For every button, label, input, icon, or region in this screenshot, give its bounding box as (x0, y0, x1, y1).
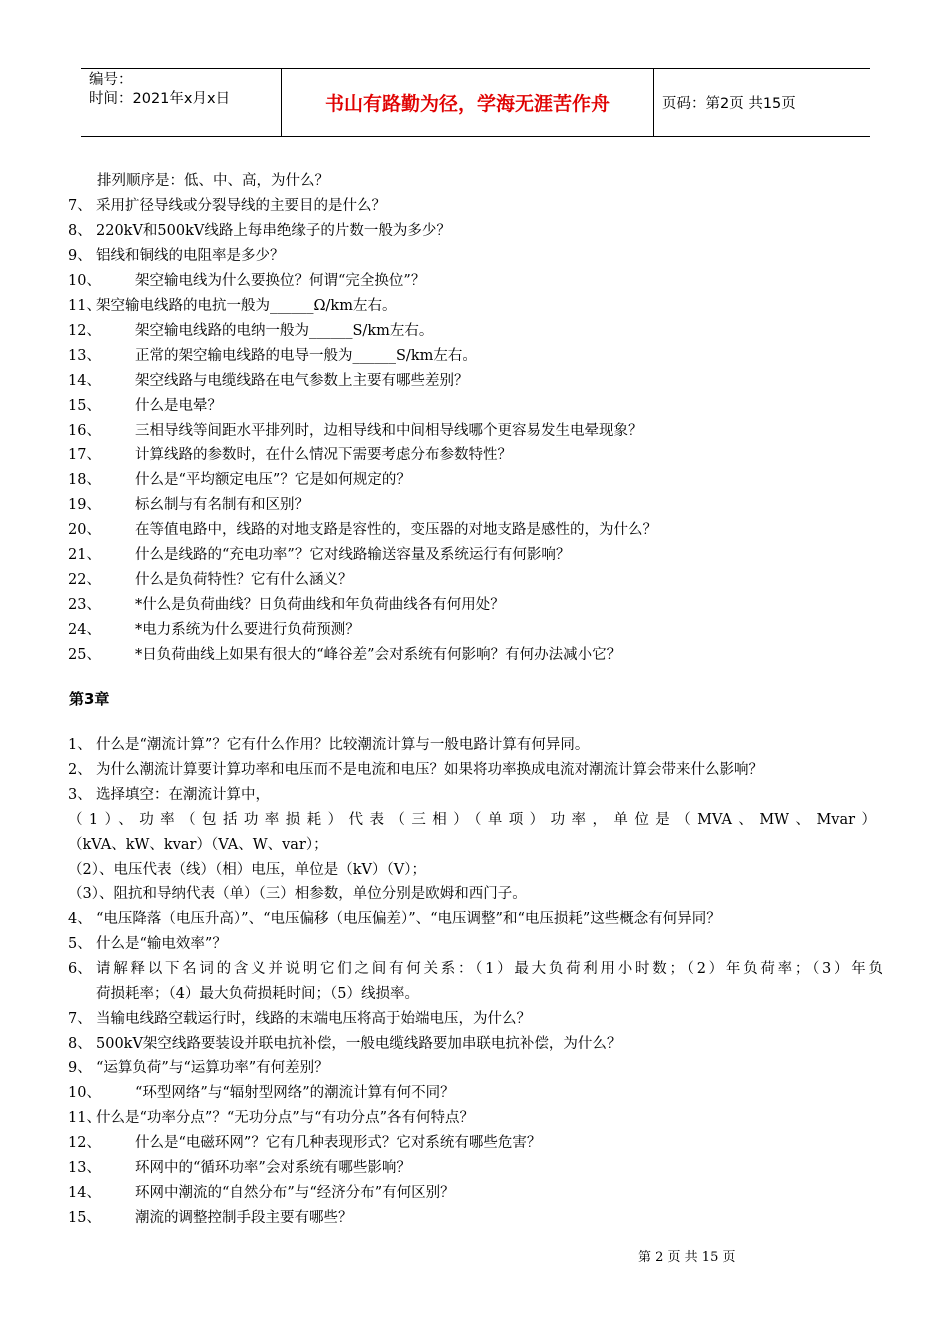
question-line (68, 221, 451, 241)
question-line (68, 271, 425, 291)
question-number: 17、 (68, 447, 101, 464)
question-number: 23、 (68, 597, 101, 614)
motto: 书山有路勤为径，学海无涯苦作舟 (282, 69, 654, 136)
question-line (68, 1034, 621, 1054)
question-text: 220kV和500kV线路上每串绝缘子的片数一般为多少？ (96, 222, 451, 239)
question-number: 9、 (68, 1060, 92, 1076)
question-line (68, 760, 763, 780)
question-number: 7、 (68, 1011, 92, 1027)
question-number: 8、 (68, 222, 92, 239)
question-number: 13、 (68, 1160, 101, 1176)
question-number: 3、 (68, 787, 92, 803)
question-text: 500kV架空线路要装设并联电抗补偿，一般电缆线路要加串联电抗补偿，为什么？ (96, 1036, 622, 1052)
question-number: 2、 (68, 762, 92, 778)
header-left-cell (81, 69, 282, 136)
question-text: 架空输电线路的电纳一般为______S/km左右。 (135, 322, 434, 339)
question-line (68, 196, 386, 216)
question-number: 11、 (68, 1110, 101, 1126)
question-line (68, 1108, 474, 1128)
question-number: 14、 (68, 1185, 101, 1201)
question-line (68, 1058, 329, 1078)
question-text: （3）、阻抗和导纳代表（单）（三）相参数，单位分别是欧姆和西门子。 (68, 886, 527, 902)
question-line (68, 495, 309, 515)
question-line (68, 620, 360, 640)
question-number: 9、 (68, 247, 92, 264)
question-text: 选择填空：在潮流计算中， (96, 787, 270, 803)
question-line (68, 1133, 541, 1153)
question-line (68, 735, 589, 755)
question-line (68, 470, 411, 490)
question-text: 三相导线等间距水平排列时，边相导线和中间相导线哪个更容易发生电晕现象？ (135, 422, 643, 439)
page-info: 页码：第2页 共15页 (662, 96, 796, 112)
question-line (68, 1158, 411, 1178)
question-text: 环网中潮流的“自然分布”与“经济分布”有何区别？ (135, 1185, 455, 1201)
question-line (68, 520, 657, 540)
question-line (97, 171, 329, 191)
question-number: 11、 (68, 297, 101, 314)
question-number: 24、 (68, 622, 101, 639)
question-text: 架空线路与电缆线路在电气参数上主要有哪些差别？ (135, 372, 469, 389)
question-line (68, 1009, 531, 1029)
question-number: 7、 (68, 197, 92, 214)
question-text: 架空输电线路的电抗一般为______Ω/km左右。 (96, 297, 397, 314)
question-number: 15、 (68, 397, 101, 414)
question-text: 架空输电线为什么要换位？何谓“完全换位”？ (135, 272, 426, 289)
question-line (68, 445, 512, 465)
question-line (68, 810, 876, 830)
question-text: 采用扩径导线或分裂导线的主要目的是什么？ (96, 197, 386, 214)
question-text: “环型网络”与“辐射型网络”的潮流计算有何不同？ (135, 1085, 455, 1101)
page-header (81, 68, 870, 137)
question-text: 正常的架空输电线路的电导一般为______S/km左右。 (135, 347, 477, 364)
question-text: （2）、电压代表（线）（相）电压，单位是（kV）（V）； (68, 862, 426, 878)
question-line (68, 860, 426, 880)
question-number: 6、 (68, 961, 92, 977)
question-line (68, 246, 285, 266)
question-line (96, 984, 419, 1004)
question-number: 21、 (68, 547, 101, 564)
question-text: 什么是电晕？ (135, 397, 222, 414)
question-line (68, 909, 721, 929)
question-text: （1）、功率（包括功率损耗）代表（三相）（单项）功率，单位是（MVA、MW、Mvar） (68, 812, 876, 828)
question-text: 什么是“功率分点”？“无功分点”与“有功分点”各有何特点？ (96, 1110, 474, 1126)
question-number: 18、 (68, 472, 101, 489)
question-number: 12、 (68, 322, 101, 339)
question-text: 当输电线路空载运行时，线路的末端电压将高于始端电压，为什么？ (96, 1011, 531, 1027)
date-label: 时间：2021年x月x日 (89, 91, 231, 107)
question-number: 15、 (68, 1210, 101, 1226)
question-text: *电力系统为什么要进行负荷预测？ (135, 622, 360, 639)
question-line (68, 595, 505, 615)
question-line (68, 835, 328, 855)
question-text: *日负荷曲线上如果有很大的“峰谷差”会对系统有何影响？有何办法减小它？ (135, 647, 622, 664)
question-text: 排列顺序是：低、中、高，为什么？ (97, 173, 329, 189)
question-number: 12、 (68, 1135, 101, 1151)
question-line (68, 396, 222, 416)
question-number: 25、 (68, 647, 101, 664)
question-line (68, 645, 621, 665)
question-text: 请解释以下名词的含义并说明它们之间有何关系：（1）最大负荷利用小时数；（2）年负荷率；（3）年负 (96, 961, 883, 977)
question-number: 13、 (68, 347, 101, 364)
question-line (68, 1208, 353, 1228)
question-text: “运算负荷”与“运算功率”有何差别？ (96, 1060, 329, 1076)
question-line (68, 934, 227, 954)
question-line (68, 296, 396, 316)
question-text: 什么是“输电效率”？ (96, 936, 227, 952)
question-line (68, 884, 527, 904)
question-text: 什么是线路的“充电功率”？它对线路输送容量及系统运行有何影响？ (135, 547, 571, 564)
question-line (68, 321, 433, 341)
question-text: 计算线路的参数时，在什么情况下需要考虑分布参数特性？ (135, 447, 512, 464)
question-text: 什么是“潮流计算”？它有什么作用？比较潮流计算与一般电路计算有何异同。 (96, 737, 590, 753)
question-text: “电压降落（电压升高）”、“电压偏移（电压偏差）”、“电压调整”和“电压损耗”这些概念有何异同？ (96, 911, 721, 927)
question-text: 什么是“电磁环网”？它有几种表现形式？它对系统有哪些危害？ (135, 1135, 542, 1151)
question-line (68, 1083, 455, 1103)
question-line (68, 421, 643, 441)
question-number: 10、 (68, 272, 101, 289)
question-line (68, 545, 570, 565)
question-line (68, 346, 477, 366)
question-number: 16、 (68, 422, 101, 439)
question-number: 19、 (68, 497, 101, 514)
question-number: 5、 (68, 936, 92, 952)
question-number: 1、 (68, 737, 92, 753)
question-text: 荷损耗率；（4）最大负荷损耗时间；（5）线损率。 (96, 986, 419, 1002)
question-text: *什么是负荷曲线？日负荷曲线和年负荷曲线各有何用处？ (135, 597, 505, 614)
question-text: 铝线和铜线的电阻率是多少？ (96, 247, 285, 264)
question-text: 环网中的“循环功率”会对系统有哪些影响？ (135, 1160, 411, 1176)
question-text: 标幺制与有名制有和区别？ (135, 497, 309, 514)
question-line (68, 570, 353, 590)
question-number: 8、 (68, 1036, 92, 1052)
chapter-3-heading: 第3章 (69, 690, 110, 708)
question-line (68, 1183, 455, 1203)
question-text: 为什么潮流计算要计算功率和电压而不是电流和电压？如果将功率换成电流对潮流计算会带来什么影响？ (96, 762, 763, 778)
question-number: 22、 (68, 572, 101, 589)
question-number: 20、 (68, 522, 101, 539)
question-number: 10、 (68, 1085, 101, 1101)
number-label: 编号： (89, 72, 133, 88)
question-text: 什么是负荷特性？它有什么涵义？ (135, 572, 353, 589)
question-text: 在等值电路中，线路的对地支路是容性的，变压器的对地支路是感性的，为什么？ (135, 522, 657, 539)
question-line (68, 959, 883, 979)
question-line (68, 371, 469, 391)
question-text: 什么是“平均额定电压”？它是如何规定的？ (135, 472, 411, 489)
page-footer: 第 2 页 共 15 页 (638, 1250, 736, 1265)
question-text: 潮流的调整控制手段主要有哪些？ (135, 1210, 353, 1226)
question-number: 4、 (68, 911, 92, 927)
question-text: （kVA、kW、kvar）（VA、W、var）； (68, 837, 328, 853)
question-line (68, 785, 270, 805)
question-number: 14、 (68, 372, 101, 389)
